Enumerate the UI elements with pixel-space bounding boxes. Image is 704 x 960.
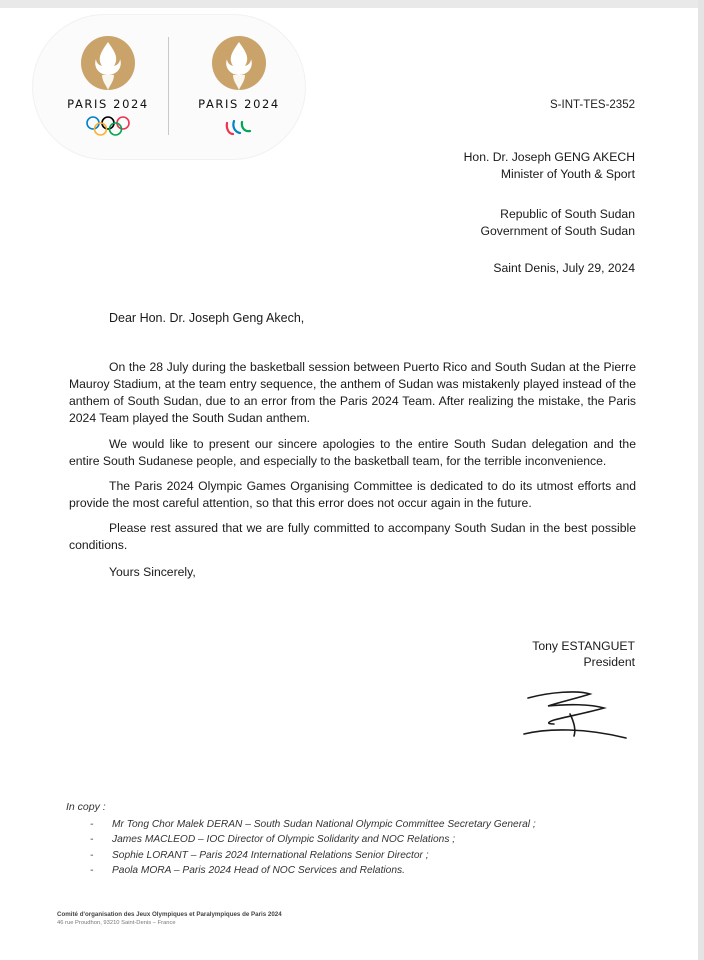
copy-item: - Paola MORA – Paris 2024 Head of NOC Services and Relations. [90, 863, 536, 878]
recipient-name: Hon. Dr. Joseph GENG AKECH [463, 150, 635, 164]
document-reference: S-INT-TES-2352 [550, 99, 635, 111]
copy-item: - Mr Tong Chor Malek DERAN – South Sudan National Olympic Committee Secretary General ; [90, 817, 536, 832]
image-frame-top [0, 0, 704, 8]
copy-bullet: - [90, 849, 94, 861]
date-line: Saint Denis, July 29, 2024 [493, 261, 635, 275]
copy-label: In copy : [66, 801, 106, 813]
signer-block [532, 638, 635, 670]
copy-bullet: - [90, 864, 94, 876]
body-paragraph-4: Please rest assured that we are fully committed to accompany South Sudan in the best possible conditions. [69, 521, 636, 552]
closing-line: Yours Sincerely, [109, 565, 196, 579]
paralympic-logo [179, 15, 299, 159]
paralympic-agitos-icon [223, 117, 255, 137]
olympic-logo-text: PARIS 2024 [67, 97, 149, 111]
copy-item: - Sophie LORANT – Paris 2024 International Relations Senior Director ; [90, 848, 536, 863]
salutation: Dear Hon. Dr. Joseph Geng Akech, [109, 311, 305, 325]
handwritten-signature [520, 688, 632, 744]
image-frame-right [698, 0, 704, 960]
recipient-country: Republic of South Sudan [500, 207, 635, 221]
signer-title: President [583, 655, 635, 669]
copy-bullet: - [90, 834, 94, 846]
logo-divider [168, 37, 169, 135]
signer-name: Tony ESTANGUET [532, 639, 635, 653]
paris-flame-icon [80, 35, 136, 91]
olympic-logo [48, 15, 168, 159]
copy-bullet: - [90, 819, 94, 830]
recipient-government: Government of South Sudan [480, 224, 635, 238]
copy-list [90, 817, 536, 878]
body-paragraph-3: The Paris 2024 Olympic Games Organising Committee is dedicated to do its utmost efforts and provide the most careful attention, so that this error does not occur again in the future. [69, 479, 636, 510]
recipient-block [464, 149, 635, 183]
paralympic-logo-text: PARIS 2024 [198, 97, 280, 111]
paris-2024-logo-lockup [33, 15, 305, 159]
recipient-organization [481, 206, 635, 240]
paris-flame-icon [211, 35, 267, 91]
recipient-title: Minister of Youth & Sport [500, 167, 635, 181]
body-paragraph-1: On the 28 July during the basketball session between Puerto Rico and South Sudan at the Pierre Mauroy Stadium, at the team entry sequence, the anthem of Sudan was mistakenly played instead of the anthem of South Sudan, due to an error from the Paris 2024 Team. After realizing the mistake, the Paris 2024 Team played the South Sudan anthem. [69, 360, 636, 425]
body-paragraph-2: We would like to present our sincere apologies to the entire South Sudan delegation and the entire South Sudanese people, and especially to the basketball team, for the terrible inconvenience. [69, 437, 636, 468]
olympic-rings-icon [85, 115, 131, 139]
footer-organization: Comité d'organisation des Jeux Olympiques et Paralympiques de Paris 2024 [57, 911, 282, 918]
footer-address: 46 rue Proudhon, 93210 Saint-Denis – France [57, 920, 176, 926]
copy-item: - James MACLEOD – IOC Director of Olympic Solidarity and NOC Relations ; [90, 832, 536, 847]
